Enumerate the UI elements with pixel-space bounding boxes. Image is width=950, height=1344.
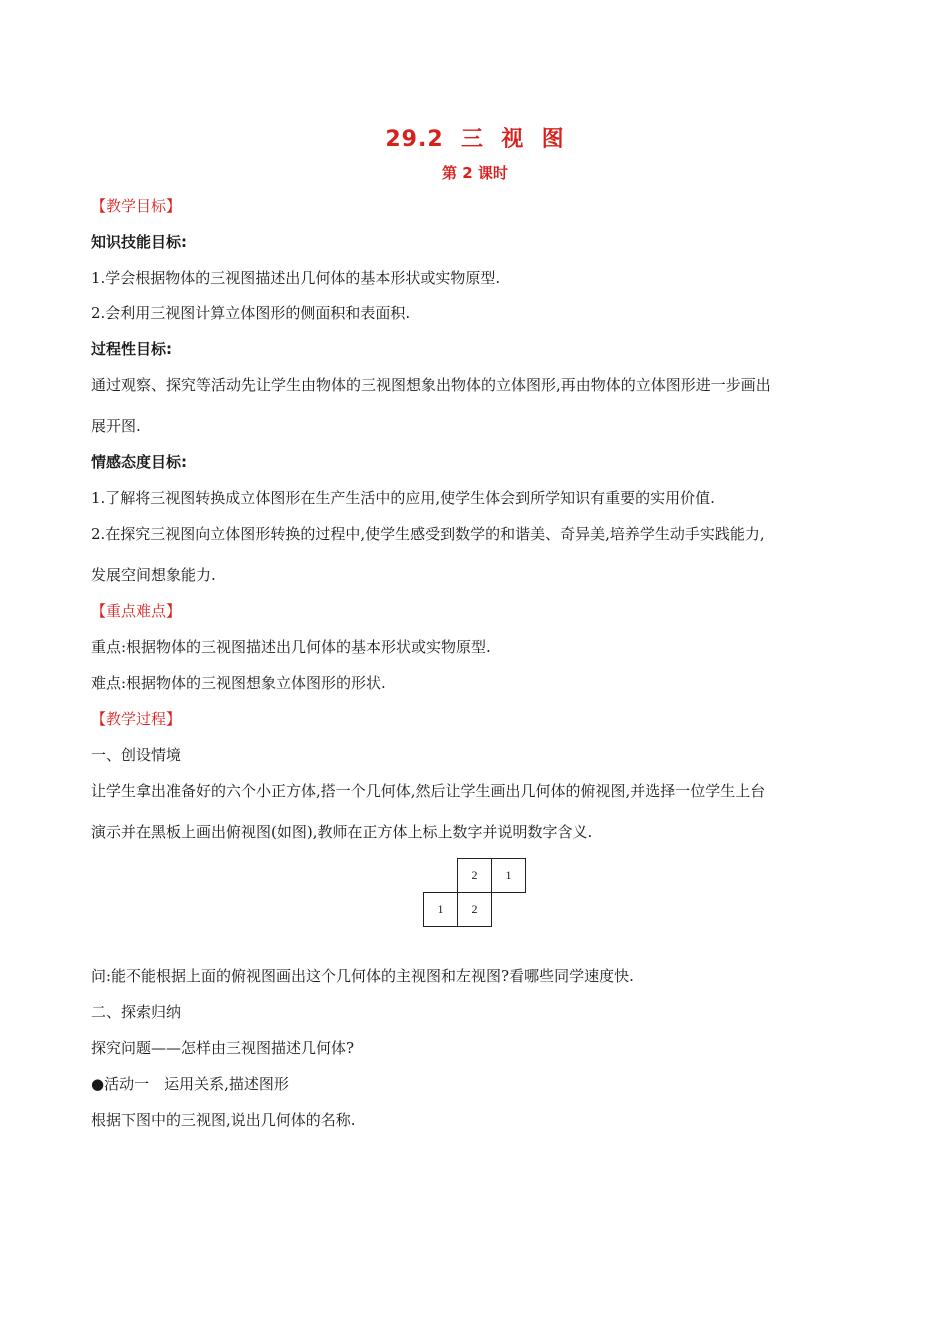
- step1-text-line2: 演示并在黑板上画出俯视图(如图),教师在正方体上标上数字并说明数字含义.: [91, 823, 593, 841]
- process-text-line1: 通过观察、探究等活动先让学生由物体的三视图想象出物体的立体图形,再由物体的立体图形进一步画出: [91, 376, 771, 394]
- process-text-line2: 展开图.: [91, 417, 141, 435]
- emotion-heading: 情感态度目标:: [91, 453, 187, 471]
- difficulty-text: 难点:根据物体的三视图想象立体图形的形状.: [91, 674, 386, 692]
- step1-heading: 一、创设情境: [91, 746, 182, 764]
- step2-heading: 二、探索归纳: [91, 1003, 182, 1021]
- keypoint-text: 重点:根据物体的三视图描述出几何体的基本形状或实物原型.: [91, 638, 491, 656]
- explore-question: 探究问题——怎样由三视图描述几何体?: [91, 1039, 355, 1057]
- emotion-item-2-line1: 2.在探究三视图向立体图形转换的过程中,使学生感受到数学的和谐美、奇异美,培养学生动手实践能力,: [91, 525, 765, 543]
- activity1-text: 根据下图中的三视图,说出几何体的名称.: [91, 1111, 356, 1129]
- activity1-heading: ●活动一 运用关系,描述图形: [91, 1075, 289, 1093]
- keypoints-heading: 【重点难点】: [91, 602, 182, 620]
- grid-cell: 2: [457, 858, 492, 893]
- grid-cell: 2: [457, 892, 492, 927]
- grid-cell: 1: [491, 858, 526, 893]
- knowledge-item-2: 2.会利用三视图计算立体图形的侧面积和表面积.: [91, 304, 411, 322]
- document-title: 29.2 三 视 图: [385, 127, 565, 152]
- question-text: 问:能不能根据上面的俯视图画出这个几何体的主视图和左视图?看哪些同学速度快.: [91, 967, 634, 985]
- emotion-item-1: 1.了解将三视图转换成立体图形在生产生活中的应用,使学生体会到所学知识有重要的实用价值.: [91, 489, 715, 507]
- knowledge-heading: 知识技能目标:: [91, 233, 187, 251]
- knowledge-item-1: 1.学会根据物体的三视图描述出几何体的基本形状或实物原型.: [91, 269, 501, 287]
- step1-text-line1: 让学生拿出准备好的六个小正方体,搭一个几何体,然后让学生画出几何体的俯视图,并选择一位学生上台: [91, 782, 766, 800]
- process-title: 【教学过程】: [91, 710, 182, 728]
- objectives-heading: 【教学目标】: [91, 197, 182, 215]
- process-heading: 过程性目标:: [91, 340, 172, 358]
- grid-cell: 1: [423, 892, 458, 927]
- emotion-item-2-line2: 发展空间想象能力.: [91, 566, 216, 584]
- lesson-subtitle: 第 2 课时: [442, 164, 508, 182]
